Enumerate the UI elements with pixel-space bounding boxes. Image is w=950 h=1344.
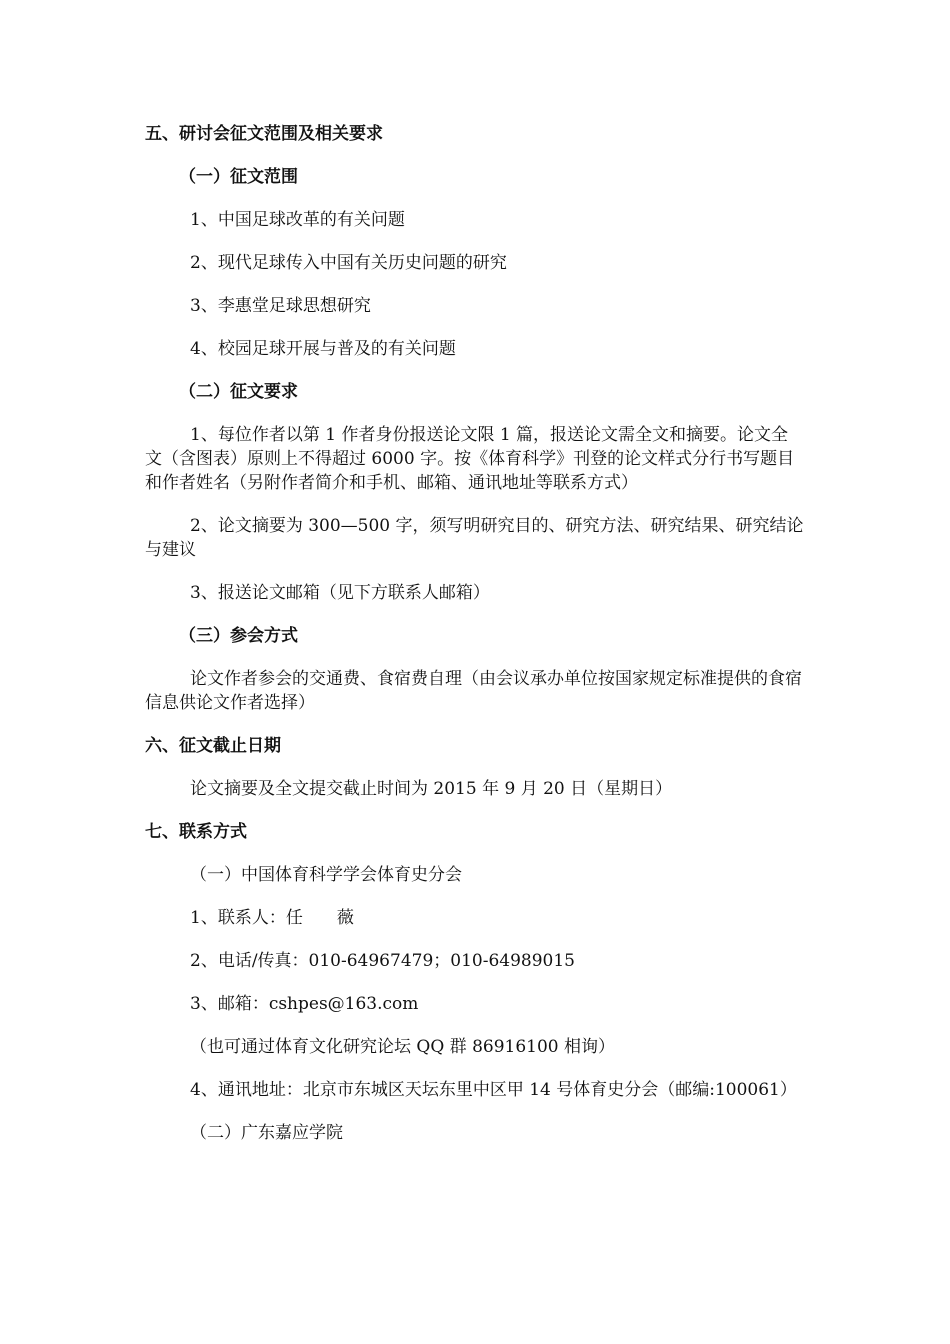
subsection-heading: （三）参会方式: [179, 626, 298, 646]
subsection-heading: （二）征文要求: [179, 382, 298, 402]
paragraph: 4、校园足球开展与普及的有关问题: [190, 339, 456, 359]
paragraph: 1、中国足球改革的有关问题: [190, 210, 405, 230]
paragraph: 4、通讯地址：北京市东城区天坛东里中区甲 14 号体育史分会（邮编:100061）: [190, 1080, 797, 1100]
paragraph: 3、报送论文邮箱（见下方联系人邮箱）: [190, 583, 490, 603]
parenthetical-line: （一）中国体育科学学会体育史分会: [190, 865, 462, 885]
document-body: [145, 122, 805, 1145]
paragraph: 2、现代足球传入中国有关历史问题的研究: [190, 253, 507, 273]
subsection-heading: （一）征文范围: [179, 167, 298, 187]
parenthetical-line: （也可通过体育文化研究论坛 QQ 群 86916100 相询）: [190, 1037, 616, 1057]
parenthetical-line: （二）广东嘉应学院: [190, 1123, 343, 1143]
paragraph: 1、联系人：任 薇: [190, 908, 354, 928]
paragraph: 2、电话/传真：010-64967479；010-64989015: [190, 951, 575, 971]
section-heading: 五、研讨会征文范围及相关要求: [145, 124, 383, 144]
paragraph: 3、李惠堂足球思想研究: [190, 296, 371, 316]
paragraph: 3、邮箱：cshpes@163.com: [190, 994, 419, 1014]
paragraph: 1、每位作者以第 1 作者身份报送论文限 1 篇，报送论文需全文和摘要。论文全文（含图表）原则上不得超过 6000 字。按《体育科学》刊登的论文样式分行书写题目和作者姓名（另附作者简介和手机、邮箱、通讯地址等联系方式）: [145, 425, 795, 493]
paragraph: 论文作者参会的交通费、食宿费自理（由会议承办单位按国家规定标准提供的食宿信息供论文作者选择）: [145, 669, 802, 713]
section-heading: 七、联系方式: [145, 822, 247, 842]
paragraph: 论文摘要及全文提交截止时间为 2015 年 9 月 20 日（星期日）: [190, 779, 673, 799]
section-heading: 六、征文截止日期: [145, 736, 281, 756]
paragraph: 2、论文摘要为 300—500 字，须写明研究目的、研究方法、研究结果、研究结论与建议: [145, 516, 804, 560]
